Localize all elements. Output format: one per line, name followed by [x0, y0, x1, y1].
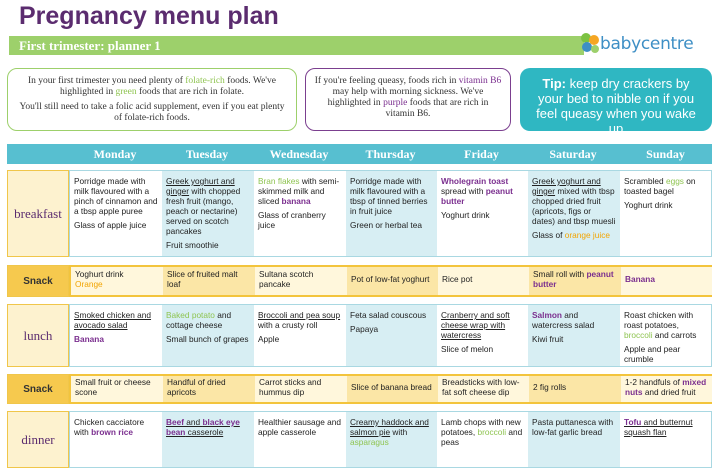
menu-cell: Chicken cacciatore with brown rice — [70, 412, 162, 467]
b6-info-box: If you're feeling queasy, foods rich in vitamin B6 may help with morning sickness. We've highlighted in purple foods that are rich in vitamin B6. — [305, 68, 511, 131]
meal-label-snack: Snack — [7, 374, 69, 404]
menu-cell: Slice of banana bread — [351, 381, 432, 392]
day-header-row — [7, 144, 712, 164]
folate-info-box — [7, 68, 297, 131]
menu-cell: Scrambled eggs on toasted bagel Yoghurt drink — [620, 171, 711, 256]
menu-cell: Creamy haddock and salmon pie with asparagus — [350, 417, 429, 447]
menu-cell: Lamb chops with new potatoes, broccoli and peas — [437, 412, 528, 467]
menu-cell: Smoked chicken and avocado salad Banana — [70, 305, 162, 366]
dinner-row — [7, 411, 712, 468]
menu-cell: Slice of fruited malt loaf — [167, 268, 238, 289]
tip-box — [520, 68, 712, 136]
snack-row — [7, 265, 712, 297]
menu-cell: Roast chicken with roast potatoes, broccoli and carrots Apple and pear crumble — [620, 305, 711, 366]
menu-cell: Small fruit or cheese scone — [71, 376, 163, 402]
day-header: Thursday — [365, 147, 416, 161]
day-header: Sunday — [646, 147, 685, 161]
menu-cell: Feta salad couscous Papaya — [350, 310, 427, 334]
menu-cell: Pot of low-fat yoghurt — [351, 273, 430, 284]
day-header: Saturday — [549, 147, 597, 161]
menu-cell: Yoghurt drink Orange — [71, 267, 163, 295]
menu-cell: 1-2 handfuls of mixed nuts and dried fruit — [621, 376, 712, 402]
menu-cell: Banana — [621, 267, 712, 295]
menu-cell: Salmon and watercress salad Kiwi fruit — [532, 310, 595, 344]
menu-cell: Healthier sausage and apple casserole — [254, 412, 346, 467]
menu-cell: Pasta puttanesca with low-fat garlic bread — [532, 417, 614, 437]
page-title: Pregnancy menu plan — [19, 2, 279, 30]
menu-cell: Tofu and butternut squash flan — [620, 412, 711, 467]
menu-cell: Porridge made with milk flavoured with a pinch of cinnamon and a tbsp apple puree Glass of apple juice — [70, 171, 162, 256]
trimester-label: First trimester: planner 1 — [19, 38, 161, 53]
menu-cell: Baked potato and cottage cheese Small bunch of grapes — [166, 310, 249, 344]
babycentre-logo[interactable] — [576, 28, 712, 62]
day-header: Monday — [93, 147, 137, 161]
menu-cell: Greek yoghurt and ginger mixed with tbsp chopped dried fruit (apricots, figs or dates) and tbsp muesli Glass of orange juice — [532, 176, 616, 240]
menu-cell: Carrot sticks and hummus dip — [255, 376, 347, 402]
meal-label-breakfast: breakfast — [7, 170, 69, 257]
meal-label-snack: Snack — [7, 265, 69, 297]
folate-info-line1: In your first trimester you need plenty of folate-rich foods. We've highlighted in green foods that are rich in folate. — [28, 76, 276, 97]
menu-cell: Greek yoghurt and ginger with chopped fresh fruit (mango, peach or nectarine) served on scotch pancakes Fruit smoothie — [166, 176, 241, 250]
menu-cell: Sultana scotch pancake — [255, 267, 347, 295]
menu-cell: 2 fig rolls — [533, 381, 567, 392]
menu-cell: Broccoli and pea soup with a crusty roll Apple — [254, 305, 346, 366]
day-header: Tuesday — [185, 147, 229, 161]
menu-cell: Small roll with peanut butter — [533, 268, 614, 289]
lunch-row — [7, 304, 712, 367]
tip-label: Tip: — [542, 76, 567, 91]
breakfast-row — [7, 170, 712, 257]
day-header: Friday — [464, 147, 499, 161]
meal-label-lunch: lunch — [7, 304, 69, 367]
meal-label-dinner: dinner — [7, 411, 69, 468]
tip-text: keep dry crackers by your bed to nibble on if you feel queasy when you wake up — [536, 76, 696, 136]
menu-cell: Beef and black eye bean casserole — [166, 417, 240, 437]
menu-cell: Rice pot — [438, 267, 529, 295]
snack-row — [7, 374, 712, 404]
menu-cell: Breadsticks with low-fat soft cheese dip — [438, 376, 529, 402]
menu-cell: Cranberry and soft cheese wrap with watercress Slice of melon — [437, 305, 528, 366]
day-header: Wednesday — [269, 147, 329, 161]
menu-cell: Bran flakes with semi-skimmed milk and sliced banana Glass of cranberry juice — [254, 171, 346, 256]
folate-info-line2: You'll still need to take a folic acid supplement, even if you eat plenty of folate-rich foods. — [19, 102, 285, 123]
trimester-bar — [9, 36, 584, 55]
menu-cell: Porridge made with milk flavoured with a tbsp of tinned berries in fruit juice Green or herbal tea — [350, 176, 428, 230]
menu-cell: Handful of dried apricots — [167, 376, 226, 397]
logo-text: babycentre — [600, 34, 694, 54]
menu-cell: Wholegrain toast spread with peanut butter Yoghurt drink — [437, 171, 528, 256]
